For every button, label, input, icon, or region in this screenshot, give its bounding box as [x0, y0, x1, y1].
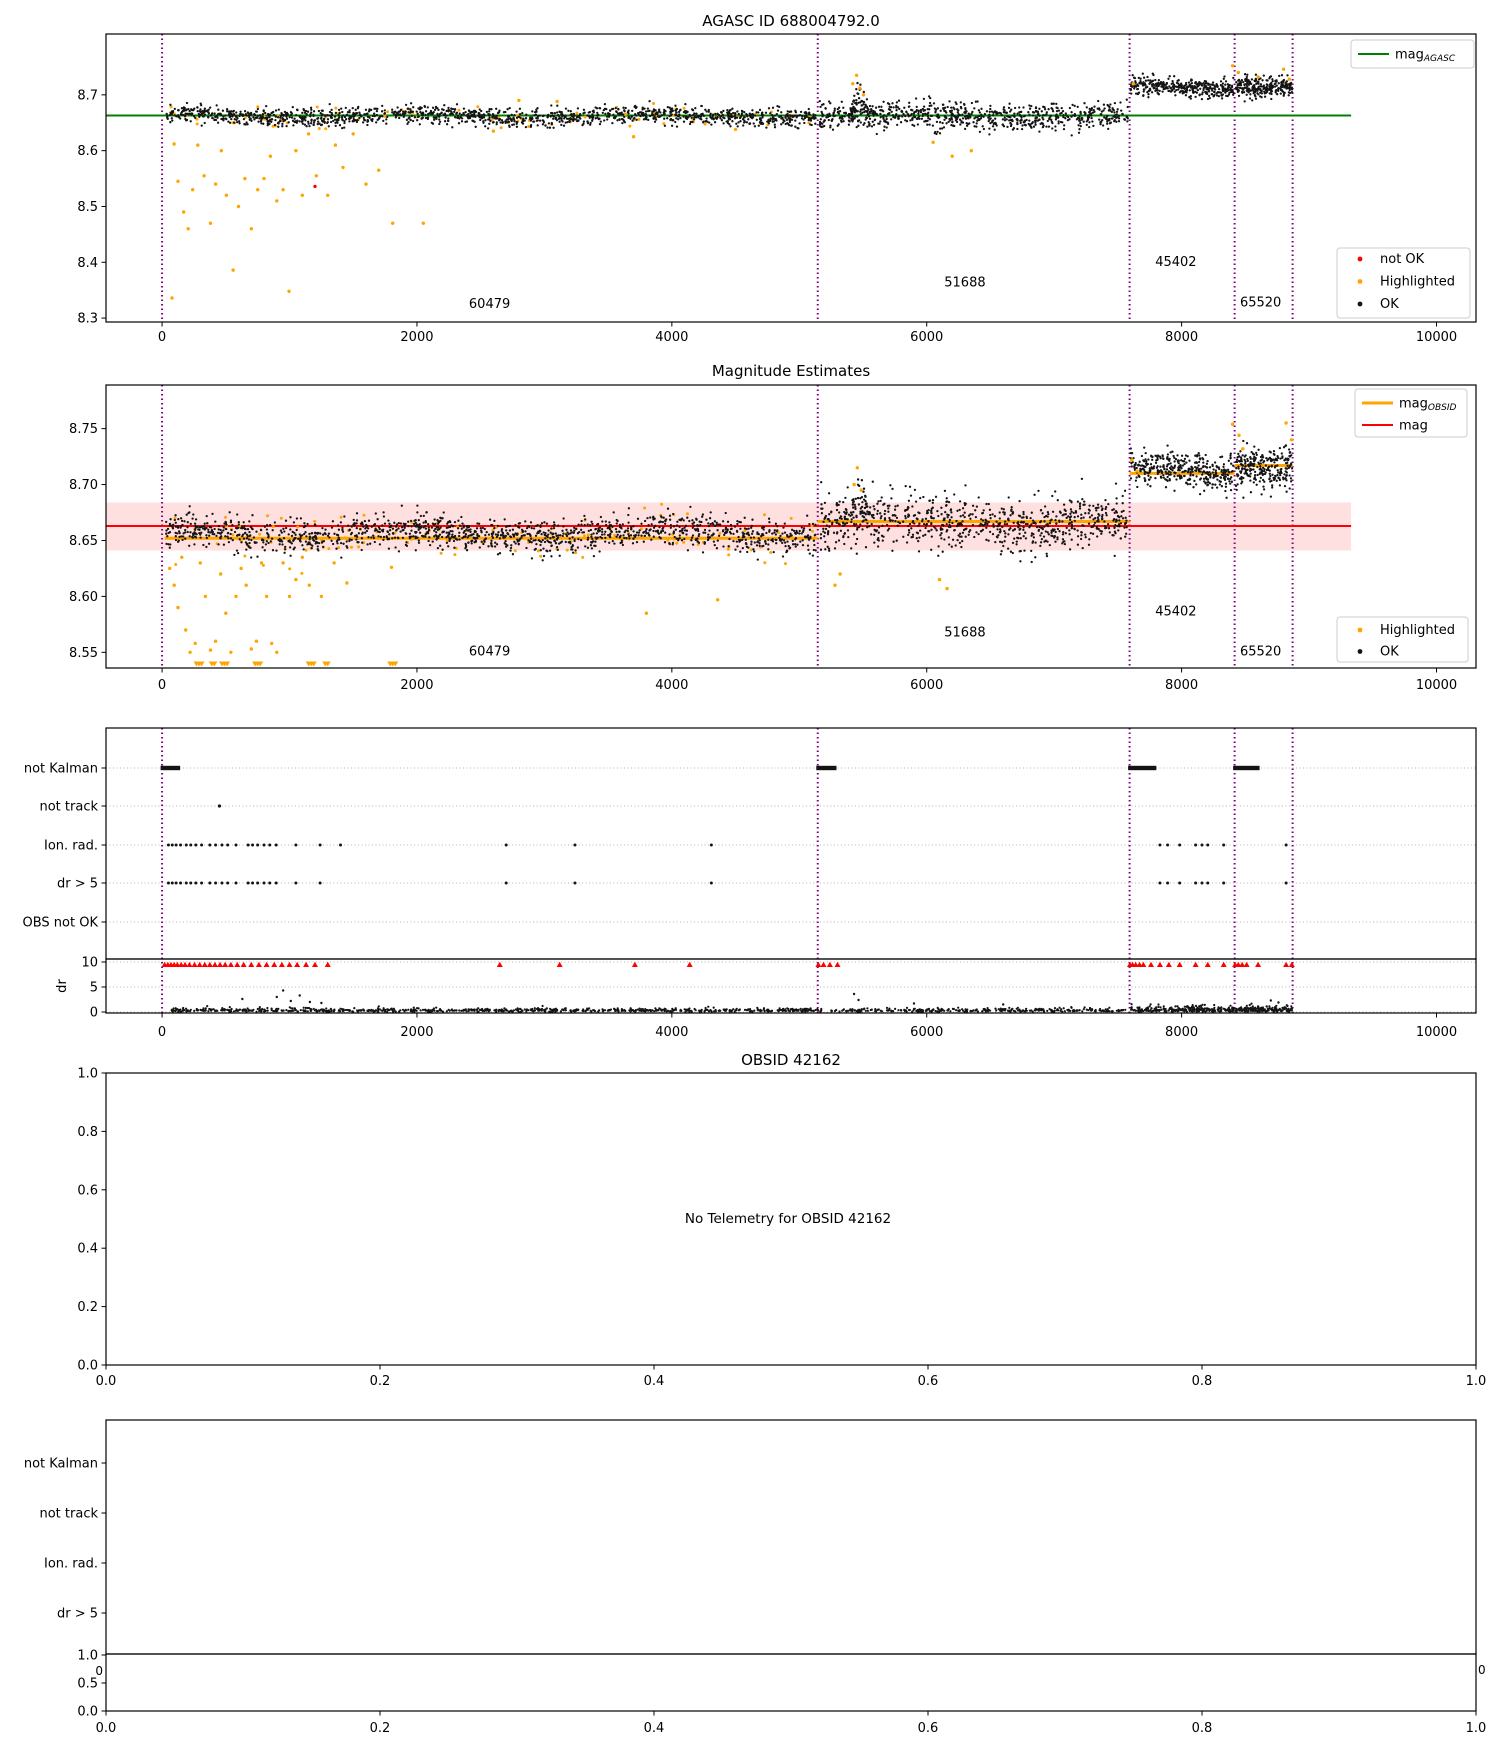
ion-rad-point — [214, 844, 217, 847]
obsid-label: 65520 — [1239, 295, 1282, 311]
x-tick-label: 4000 — [655, 678, 689, 693]
not-kalman-run — [1233, 766, 1259, 770]
dr-gt5-point — [171, 882, 174, 885]
dr-clipped-high-marker — [1244, 962, 1250, 967]
dr-gt5-point — [179, 882, 182, 885]
dr-gt5-point — [1194, 882, 1197, 885]
dr-tick-label: 0 — [89, 1005, 98, 1021]
dr-gt5-point — [234, 882, 237, 885]
x-tick-label: 1.0 — [1465, 1374, 1487, 1389]
legend-label: magOBSID — [1399, 396, 1457, 413]
ion-rad-point — [234, 844, 237, 847]
dr-gt5-point — [1166, 882, 1169, 885]
flag-row-label: Ion. rad. — [44, 1556, 98, 1572]
x-tick-label: 0.4 — [643, 1721, 665, 1736]
ion-rad-point — [171, 844, 174, 847]
not-kalman-run — [816, 766, 836, 770]
dr-clipped-high-marker — [835, 962, 841, 967]
x-tick-label: 0.0 — [95, 1374, 117, 1389]
dr-clipped-high-marker — [1140, 962, 1146, 967]
dr-spike-point — [1270, 999, 1272, 1001]
dr-clipped-high-marker — [1157, 962, 1163, 967]
dr-gt5-point — [1206, 882, 1209, 885]
ion-rad-point — [189, 844, 192, 847]
dr-clipped-high-marker — [271, 962, 277, 967]
x-tick-label: 0.8 — [1191, 1374, 1213, 1389]
legend-marker — [1358, 628, 1363, 633]
legend-label: Highlighted — [1380, 623, 1455, 638]
x-tick-label: 4000 — [655, 330, 689, 345]
obsid-label: 60479 — [468, 297, 511, 313]
dr-tick-label: 5 — [89, 980, 98, 996]
no-telemetry-note: No Telemetry for OBSID 42162 — [684, 1211, 892, 1227]
dr-tick-label: 1.0 — [77, 1648, 98, 1664]
dr-clipped-high-marker — [303, 962, 309, 967]
plot3-dr-frame — [106, 959, 1476, 1013]
ion-rad-point — [1222, 844, 1225, 847]
dr-gt5-point — [294, 882, 297, 885]
dr-clipped-high-marker — [1283, 962, 1289, 967]
legend-label: not OK — [1380, 252, 1425, 267]
ion-rad-point — [208, 844, 211, 847]
dr-gt5-point — [247, 882, 250, 885]
x-tick-label: 0.0 — [95, 1721, 117, 1736]
y-tick-label: 0.6 — [77, 1183, 98, 1199]
x-tick-label: 8000 — [1165, 678, 1199, 693]
y-tick-label: 8.75 — [69, 422, 98, 438]
x-tick-label: 10000 — [1415, 678, 1458, 693]
not-kalman-run — [161, 766, 181, 770]
ion-rad-point — [200, 844, 203, 847]
dr-gt5-point — [256, 882, 259, 885]
legend-marker — [1358, 302, 1363, 307]
flag-row-label: not track — [39, 799, 98, 815]
dr-spike-point — [241, 998, 243, 1000]
dr-spike-point — [1277, 1001, 1279, 1003]
ion-rad-point — [256, 844, 259, 847]
ion-rad-point — [573, 844, 576, 847]
ion-rad-point — [505, 844, 508, 847]
y-tick-label: 8.7 — [77, 88, 98, 104]
ion-rad-point — [185, 844, 188, 847]
y-tick-label: 0.8 — [77, 1124, 98, 1140]
x-tick-label: 2000 — [400, 330, 434, 345]
dr-spike-point — [913, 1002, 915, 1004]
obsid-label: 45402 — [1155, 604, 1197, 620]
ion-rad-point — [275, 844, 278, 847]
flag-row-label: not Kalman — [23, 761, 98, 777]
ion-rad-point — [1158, 844, 1161, 847]
dr-clipped-high-marker — [1255, 962, 1261, 967]
plot5-flags-empty — [24, 1457, 1487, 1737]
not-kalman-run — [1128, 766, 1156, 770]
dr-gt5-point — [573, 882, 576, 885]
dr-clipped-high-marker — [325, 962, 331, 967]
obsid-label: 51688 — [944, 275, 986, 291]
flag-points — [161, 766, 1288, 885]
ion-rad-point — [167, 844, 170, 847]
x-tick-label: 0.6 — [917, 1721, 939, 1736]
x-tick-label: 0.6 — [917, 1374, 939, 1389]
dr-tick-label: 0.0 — [77, 1704, 98, 1720]
x-tick-label: 6000 — [910, 330, 944, 345]
plot3-flags-frame — [106, 728, 1476, 959]
dr-gt5-point — [194, 882, 197, 885]
dr-spike-point — [276, 996, 278, 998]
ion-rad-point — [194, 844, 197, 847]
plot5-flags-frame — [106, 1420, 1476, 1654]
x-tick-label: 2000 — [400, 1025, 434, 1040]
ion-rad-point — [247, 844, 250, 847]
dr-clipped-high-marker — [1193, 962, 1199, 967]
plot1-legend-quality — [1337, 248, 1470, 318]
dr-spike-point — [282, 989, 284, 991]
ion-rad-point — [294, 844, 297, 847]
plot4-obsid-empty — [77, 1067, 1486, 1390]
x-tick-label: 8000 — [1165, 330, 1199, 345]
dr-gt5-point — [251, 882, 254, 885]
x-tick-label: 0.4 — [643, 1374, 665, 1389]
dr-gt5-point — [1201, 882, 1204, 885]
obsid-label: 65520 — [1239, 644, 1282, 660]
ion-rad-point — [1178, 844, 1181, 847]
plot1-title: AGASC ID 688004792.0 — [702, 12, 880, 30]
dr-gt5-point — [1158, 882, 1161, 885]
y-tick-label: 0.2 — [77, 1300, 98, 1316]
plot1-legend-magagasc — [1351, 40, 1474, 68]
dr-clipped-high-marker — [241, 962, 247, 967]
dr-clipped-high-marker — [632, 962, 638, 967]
y-tick-label: 8.70 — [69, 478, 98, 494]
ion-rad-point — [1166, 844, 1169, 847]
y-tick-label: 8.6 — [77, 144, 98, 160]
not-track-point — [218, 804, 221, 807]
dr-tick-label: 10 — [81, 955, 98, 971]
x-tick-label: 1.0 — [1465, 1721, 1487, 1736]
dr-gt5-point — [268, 882, 271, 885]
x-tick-label: 0.8 — [1191, 1721, 1213, 1736]
dr-gt5-point — [1285, 882, 1288, 885]
flag-row-label: not track — [39, 1506, 98, 1522]
plot2-title: Magnitude Estimates — [711, 362, 871, 380]
dr-spike-point — [853, 993, 855, 995]
dr-clipped-high-marker — [212, 962, 218, 967]
dr-gt5-point — [1178, 882, 1181, 885]
legend-marker — [1358, 649, 1363, 654]
dr-gt5-point — [175, 882, 178, 885]
dr-gt5-point — [1222, 882, 1225, 885]
legend-label-mag-agasc: magAGASC — [1395, 47, 1456, 64]
flag-row-label: dr > 5 — [56, 1606, 98, 1622]
x-tick-label: 10000 — [1415, 1025, 1458, 1040]
dr-clipped-high-marker — [202, 962, 208, 967]
dr-gt5-point — [200, 882, 203, 885]
dr-gt5-point — [319, 882, 322, 885]
dr-gt5-point — [710, 882, 713, 885]
ion-rad-point — [1206, 844, 1209, 847]
x-tick-label: 6000 — [910, 678, 944, 693]
x-tick-label: 0 — [157, 330, 167, 345]
ion-rad-point — [263, 844, 266, 847]
y-tick-label: 8.55 — [69, 645, 98, 661]
legend-marker — [1358, 257, 1363, 262]
y-tick-label: 8.65 — [69, 533, 98, 549]
ion-rad-point — [1201, 844, 1204, 847]
twin-axis-zero-label: 0 — [95, 1664, 103, 1678]
dr-spike-point — [857, 999, 859, 1001]
dr-gt5-point — [167, 882, 170, 885]
y-tick-label: 1.0 — [77, 1066, 98, 1082]
dr-gt5-point — [189, 882, 192, 885]
dr-spike-point — [1002, 1003, 1004, 1005]
x-tick-label: 10000 — [1415, 330, 1458, 345]
dr-spike-point — [309, 1001, 311, 1003]
dr-gt5-point — [505, 882, 508, 885]
dr-axis-label: dr — [55, 979, 70, 993]
flag-row-label: OBS not OK — [22, 915, 98, 931]
plot4-title: OBSID 42162 — [741, 1051, 841, 1069]
x-tick-label: 2000 — [400, 678, 434, 693]
plot3-flags — [23, 728, 1477, 1040]
y-tick-label: 8.5 — [77, 199, 98, 215]
y-tick-label: 0.4 — [77, 1241, 98, 1257]
dr-spike-point — [290, 1000, 292, 1002]
dr-gt5-point — [220, 882, 223, 885]
obsid-label: 60479 — [468, 644, 511, 660]
dr-gt5-point — [263, 882, 266, 885]
ion-rad-point — [226, 844, 229, 847]
legend-label: OK — [1380, 297, 1399, 312]
y-tick-label: 0.0 — [77, 1358, 98, 1374]
x-tick-label: 4000 — [655, 1025, 689, 1040]
dr-gt5-point — [226, 882, 229, 885]
legend-marker — [1358, 279, 1363, 284]
dr-tick-label: 0.5 — [77, 1676, 98, 1692]
x-tick-label: 0.2 — [369, 1721, 391, 1736]
plot2-legend-lines — [1355, 389, 1467, 437]
y-tick-label: 8.60 — [69, 589, 98, 605]
ion-rad-point — [1194, 844, 1197, 847]
dr-clipped-high-marker — [820, 962, 826, 967]
ion-rad-point — [268, 844, 271, 847]
legend-label: Highlighted — [1380, 274, 1455, 290]
ion-rad-point — [175, 844, 178, 847]
dr-gt5-point — [208, 882, 211, 885]
dr-clipped-high-marker — [279, 962, 285, 967]
plot5-dr-frame — [106, 1654, 1476, 1711]
y-tick-label: 8.4 — [77, 255, 98, 271]
x-tick-label: 0 — [157, 678, 167, 693]
legend-label: mag — [1399, 418, 1428, 434]
ion-rad-point — [710, 844, 713, 847]
ion-rad-point — [339, 844, 342, 847]
flag-row-label: dr > 5 — [56, 876, 98, 892]
ion-rad-point — [251, 844, 254, 847]
dr-gt5-point — [275, 882, 278, 885]
legend-label: OK — [1380, 644, 1399, 660]
x-tick-label: 0 — [157, 1025, 167, 1040]
plot2-legend-quality — [1337, 617, 1468, 662]
x-tick-label: 0.2 — [369, 1374, 391, 1389]
flag-row-label: not Kalman — [23, 1456, 98, 1472]
ion-rad-point — [220, 844, 223, 847]
ion-rad-point — [179, 844, 182, 847]
dr-clipped-high-marker — [222, 962, 228, 967]
dr-gt5-point — [185, 882, 188, 885]
dr-clipped-high-marker — [192, 962, 198, 967]
dr-spike-point — [299, 994, 301, 996]
flag-row-label: Ion. rad. — [44, 838, 98, 854]
obsid-label: 45402 — [1155, 255, 1197, 271]
x-tick-label: 6000 — [910, 1025, 944, 1040]
dr-spike-point — [320, 1002, 322, 1004]
obsid-label: 51688 — [944, 625, 986, 641]
plot2-clipped-low-points — [193, 662, 398, 667]
x-tick-label: 8000 — [1165, 1025, 1199, 1040]
dr-gt5-point — [214, 882, 217, 885]
ion-rad-point — [1285, 844, 1288, 847]
plot1-mags — [77, 34, 1474, 345]
twin-axis-zero-label: 0 — [1478, 1663, 1486, 1677]
dr-clipped-high-marker — [1221, 962, 1227, 967]
y-tick-label: 8.3 — [77, 311, 98, 327]
ion-rad-point — [319, 844, 322, 847]
